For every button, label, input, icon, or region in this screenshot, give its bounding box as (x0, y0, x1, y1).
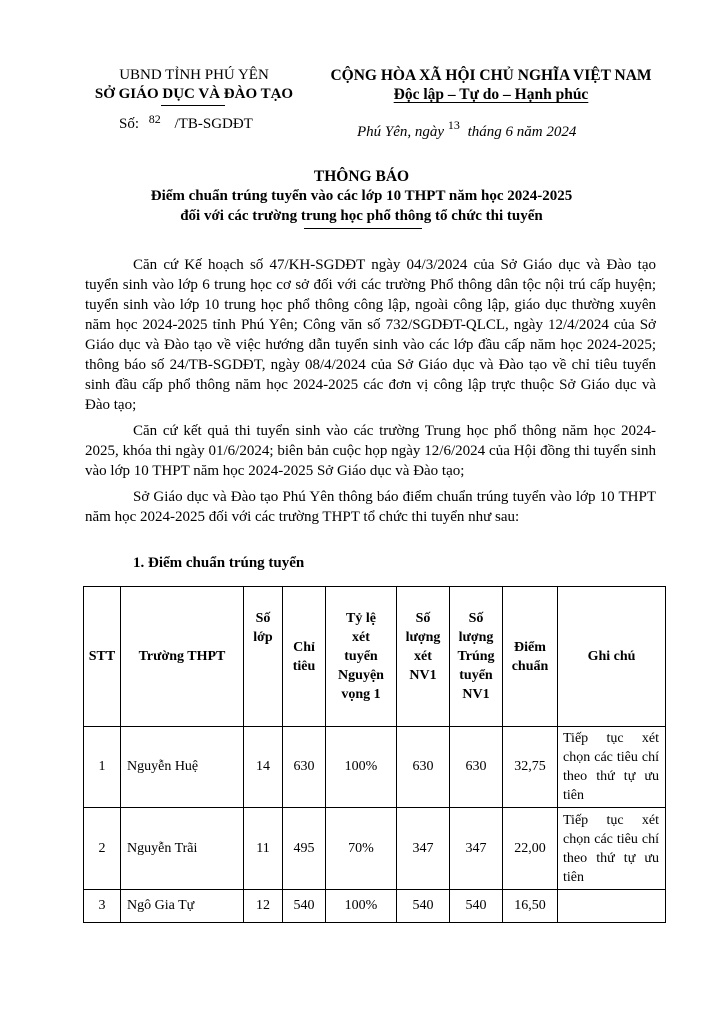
header-ratio-line: Nguyện (338, 668, 384, 683)
header-ratio-line: xét (352, 630, 370, 645)
cell-classes: 11 (244, 808, 283, 890)
table-row (84, 727, 666, 808)
department-name: SỞ GIÁO DỤC VÀ ĐÀO TẠO (94, 86, 294, 102)
date-suffix: tháng 6 năm 2024 (467, 124, 577, 140)
cell-score: 32,75 (503, 727, 558, 808)
cell-note (558, 890, 666, 923)
header-score-line: chuẩn (511, 658, 549, 674)
number-prefix: Số: (119, 116, 140, 132)
cell-school: Nguyễn Huệ (121, 727, 244, 808)
cell-note: Tiếp tục xét chọn các tiêu chí theo thứ tự ưu tiên (558, 808, 666, 890)
header-admitted-line: lượng (458, 630, 494, 645)
body-paragraphs (85, 255, 656, 533)
cell-admitted: 347 (450, 808, 503, 890)
header-admitted-line: tuyển (459, 668, 493, 683)
cell-classes: 12 (244, 890, 283, 923)
header-classes (244, 587, 283, 727)
cell-note: Tiếp tục xét chọn các tiêu chí theo thứ tự ưu tiên (558, 727, 666, 808)
table-row (84, 890, 666, 923)
header-classes-line: Số (255, 611, 271, 626)
agency-divider (161, 105, 225, 106)
cell-quota: 630 (283, 727, 326, 808)
header-considered (397, 587, 450, 727)
paragraph-exam-results: Căn cứ kết quả thi tuyển sinh vào các trường Trung học phổ thông năm học 2024-2025, khóa thi ngày 01/6/2024; biên bản cuộc họp ngày 12/6/2024 của Hội đồng thi tuyển sinh vào lớp 10 THPT năm học 2024-2025 Sở Giáo dục và Đào tạo; (85, 423, 656, 479)
national-title-block (318, 66, 664, 104)
paragraph-announcement: Sở Giáo dục và Đào tạo Phú Yên thông báo điểm chuẩn trúng tuyển vào lớp 10 THPT năm học 2024-2025 đối với các trường THPT tổ chức thi tuyển như sau: (85, 489, 656, 525)
issuing-agency-block (60, 66, 328, 104)
number-suffix: /TB-SGDĐT (174, 116, 253, 132)
cell-considered: 540 (397, 890, 450, 923)
header-ratio-line: vọng 1 (341, 687, 381, 702)
cell-quota: 495 (283, 808, 326, 890)
header-score (503, 587, 558, 727)
cell-stt: 3 (84, 890, 121, 923)
cell-admitted: 540 (450, 890, 503, 923)
cell-ratio: 100% (326, 727, 397, 808)
header-considered-line: Số (415, 611, 431, 626)
cell-classes: 14 (244, 727, 283, 808)
number-value: 82 (148, 112, 161, 126)
admission-score-table (83, 586, 666, 923)
cell-ratio: 100% (326, 890, 397, 923)
cell-stt: 2 (84, 808, 121, 890)
title-line-2: đối với các trường trung học phổ thông tổ chức thi tuyển (180, 208, 543, 224)
header-quota (283, 587, 326, 727)
cell-stt: 1 (84, 727, 121, 808)
header-ratio-line: tuyển (344, 649, 378, 664)
cell-school: Ngô Gia Tự (121, 890, 244, 923)
header-admitted-line: Trúng (457, 649, 495, 664)
cell-quota: 540 (283, 890, 326, 923)
header-considered-line: xét (414, 649, 432, 664)
header-ratio-line: Tỷ lệ (346, 611, 376, 626)
header-considered-line: lượng (405, 630, 441, 645)
header-score-line: Điểm (514, 639, 546, 655)
cell-score: 22,00 (503, 808, 558, 890)
republic-name: CỘNG HÒA XÃ HỘI CHỦ NGHĨA VIỆT NAM (330, 67, 652, 84)
cell-score: 16,50 (503, 890, 558, 923)
section-heading: 1. Điểm chuẩn trúng tuyển (133, 555, 305, 571)
header-considered-line: NV1 (409, 668, 437, 683)
header-school: Trường THPT (121, 587, 244, 727)
date-prefix: Phú Yên, ngày (357, 124, 445, 140)
header-stt: STT (84, 587, 121, 727)
header-classes-line: lớp (253, 630, 273, 645)
header-note: Ghi chú (558, 587, 666, 727)
table-header-row (84, 587, 666, 727)
cell-admitted: 630 (450, 727, 503, 808)
header-quota-line: Chỉ (293, 639, 315, 655)
document-number (119, 112, 253, 133)
cell-school: Nguyễn Trãi (121, 808, 244, 890)
document-date (357, 118, 577, 141)
header-ratio (326, 587, 397, 727)
header-quota-line: tiêu (292, 658, 316, 674)
table-row (84, 808, 666, 890)
cell-ratio: 70% (326, 808, 397, 890)
national-motto: Độc lập – Tự do – Hạnh phúc (393, 86, 589, 103)
title-divider (304, 228, 422, 229)
title-line-1: Điểm chuẩn trúng tuyển vào các lớp 10 THPT năm học 2024-2025 (150, 188, 573, 204)
header-admitted-line: Số (468, 611, 484, 626)
cell-considered: 347 (397, 808, 450, 890)
header-admitted-line: NV1 (462, 687, 490, 702)
paragraph-legal-basis: Căn cứ Kế hoạch số 47/KH-SGDĐT ngày 04/3/2024 của Sở Giáo dục và Đào tạo tuyển sinh vào lớp 6 trung học cơ sở đối với các trường Phổ thông dân tộc nội trú cấp huyện; tuyển sinh vào lớp 10 trung học phổ thông công lập, ngoài công lập, giáo dục thường xuyên năm học 2024-2025 tỉnh Phú Yên; Công văn số 732/SGDĐT-QLCL, ngày 12/4/2024 của Sở Giáo dục và Đào tạo về việc hướng dẫn tuyển sinh vào các lớp đầu cấp năm học 2024-2025; thông báo số 24/TB-SGDĐT, ngày 08/4/2024 của Sở Giáo dục và Đào tạo về chỉ tiêu tuyển sinh đầu cấp phổ thông năm học 2024-2025 các đơn vị công lập trực thuộc Sở Giáo dục và Đào tạo; (85, 257, 656, 413)
date-day: 13 (447, 118, 460, 132)
provincial-authority: UBND TỈNH PHÚ YÊN (119, 67, 269, 83)
document-title (60, 167, 663, 226)
header-admitted (450, 587, 503, 727)
cell-considered: 630 (397, 727, 450, 808)
title-heading: THÔNG BÁO (313, 168, 410, 185)
